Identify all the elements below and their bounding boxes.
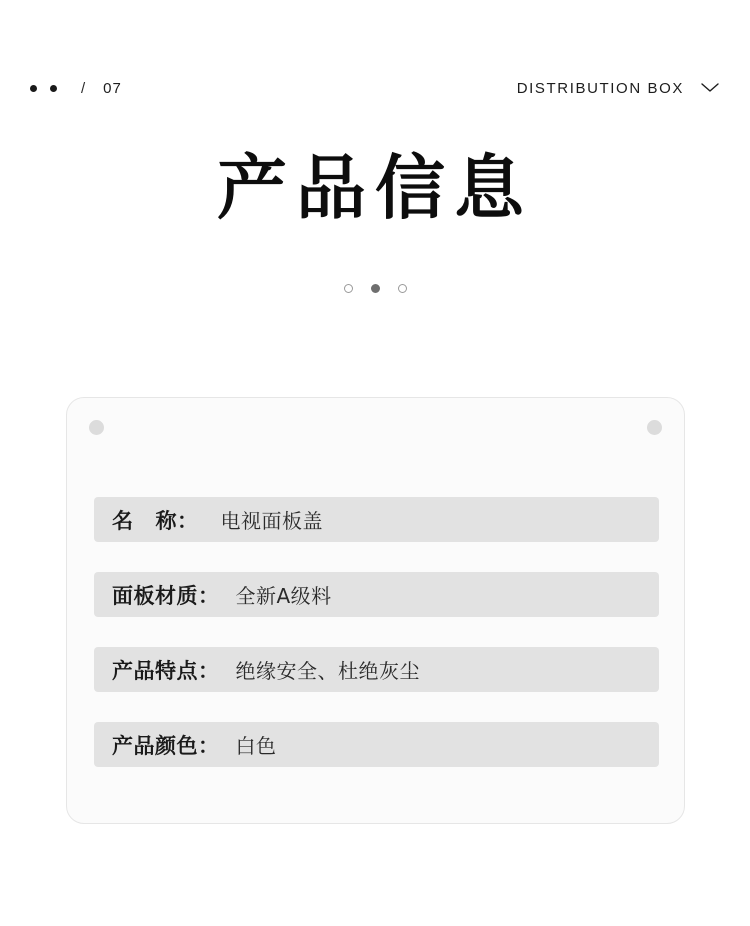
screw-icon (647, 420, 662, 435)
bullet-dot-icon (30, 85, 37, 92)
bullet-dot-icon (50, 85, 57, 92)
spec-label: 名 称： (112, 508, 199, 533)
table-row (94, 647, 659, 692)
separator-slash: / (81, 79, 87, 97)
header-bar (0, 70, 750, 106)
pager-dot-1[interactable] (344, 284, 353, 293)
spec-list (94, 497, 659, 767)
pager-dot-2[interactable] (371, 284, 380, 293)
header-left-group (30, 70, 122, 106)
spec-label: 产品颜色： (112, 733, 220, 758)
screw-icon (89, 420, 104, 435)
header-right-group[interactable] (517, 70, 720, 106)
spec-label: 产品特点： (112, 658, 220, 683)
category-label: DISTRIBUTION BOX (516, 79, 684, 97)
spec-value: 全新A级料 (235, 584, 332, 608)
table-row (94, 497, 659, 542)
chevron-down-icon[interactable] (700, 82, 720, 94)
spec-value: 电视面板盖 (220, 509, 323, 533)
pager-dot-3[interactable] (398, 284, 407, 293)
product-info-card (66, 397, 685, 824)
spec-value: 白色 (235, 734, 277, 758)
table-row (94, 572, 659, 617)
page-number: 07 (103, 79, 122, 97)
table-row (94, 722, 659, 767)
page-title: 产品信息 (217, 147, 533, 229)
spec-label: 面板材质： (112, 583, 220, 608)
pager-dots[interactable] (0, 284, 750, 293)
spec-value: 绝缘安全、杜绝灰尘 (235, 659, 420, 683)
